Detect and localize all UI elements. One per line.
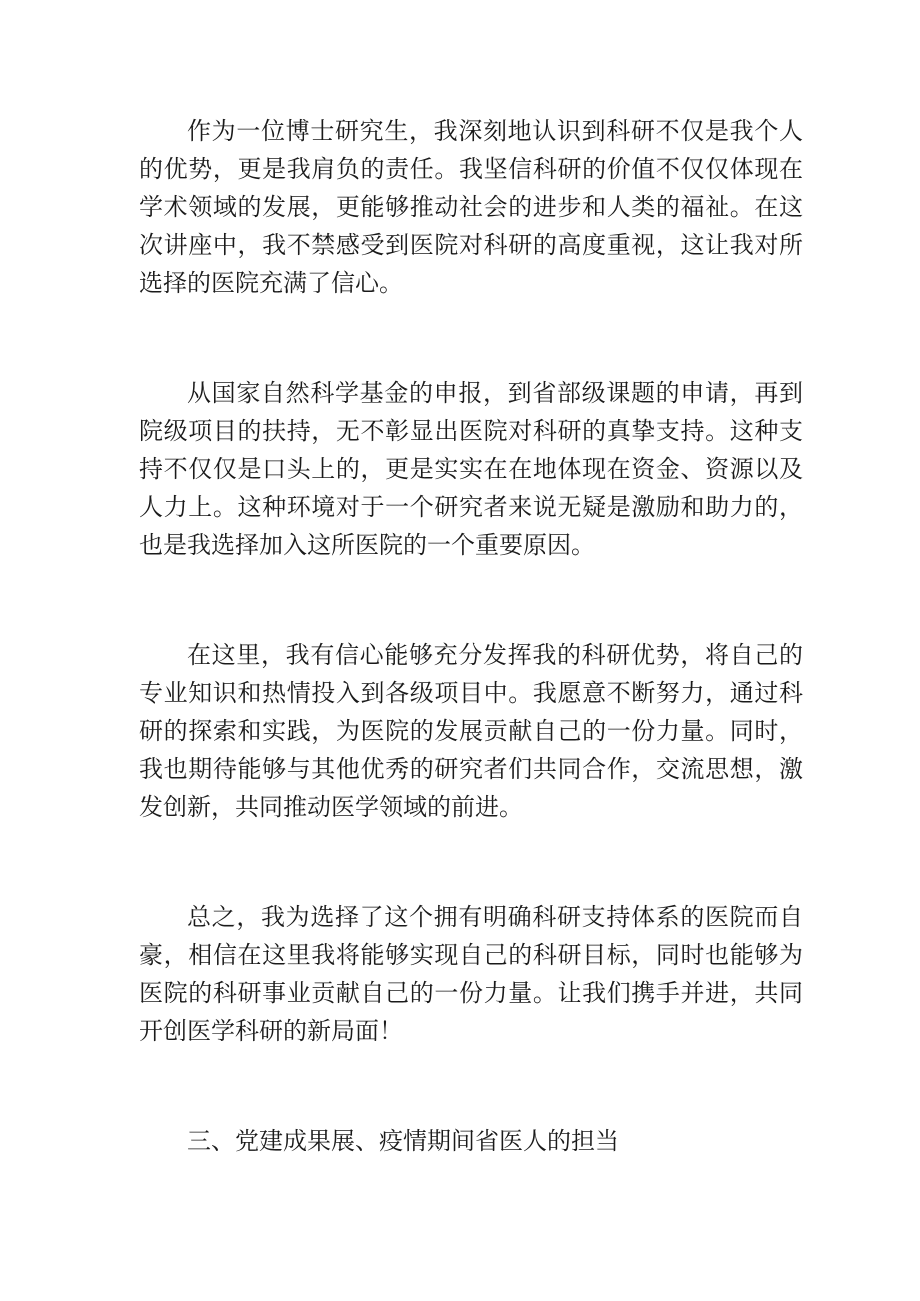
paragraph-4: 总之，我为选择了这个拥有明确科研支持体系的医院而自豪，相信在这里我将能够实现自己的科研目标，同时也能够为医院的科研事业贡献自己的一份力量。让我们携手并进，共同开创医学科研的新局面！ bbox=[139, 903, 803, 1045]
paragraph-2: 从国家自然科学基金的申报，到省部级课题的申请，再到院级项目的扶持，无不彰显出医院对科研的真挚支持。这种支持不仅仅是口头上的，更是实实在在地体现在资金、资源以及人力上。这种环境对于一个研究者来说无疑是激励和助力的，也是我选择加入这所医院的一个重要原因。 bbox=[139, 379, 803, 559]
section-heading: 三、党建成果展、疫情期间省医人的担当 bbox=[187, 1127, 619, 1155]
paragraph-3: 在这里，我有信心能够充分发挥我的科研优势，将自己的专业知识和热情投入到各级项目中。我愿意不断努力，通过科研的探索和实践，为医院的发展贡献自己的一份力量。同时，我也期待能够与其他优秀的研究者们共同合作，交流思想，激发创新，共同推动医学领域的前进。 bbox=[139, 641, 803, 821]
document-body bbox=[139, 112, 803, 1160]
paragraph-1: 作为一位博士研究生，我深刻地认识到科研不仅是我个人的优势，更是我肩负的责任。我坚信科研的价值不仅仅体现在学术领域的发展，更能够推动社会的进步和人类的福祉。在这次讲座中，我不禁感受到医院对科研的高度重视，这让我对所选择的医院充满了信心。 bbox=[139, 117, 803, 297]
